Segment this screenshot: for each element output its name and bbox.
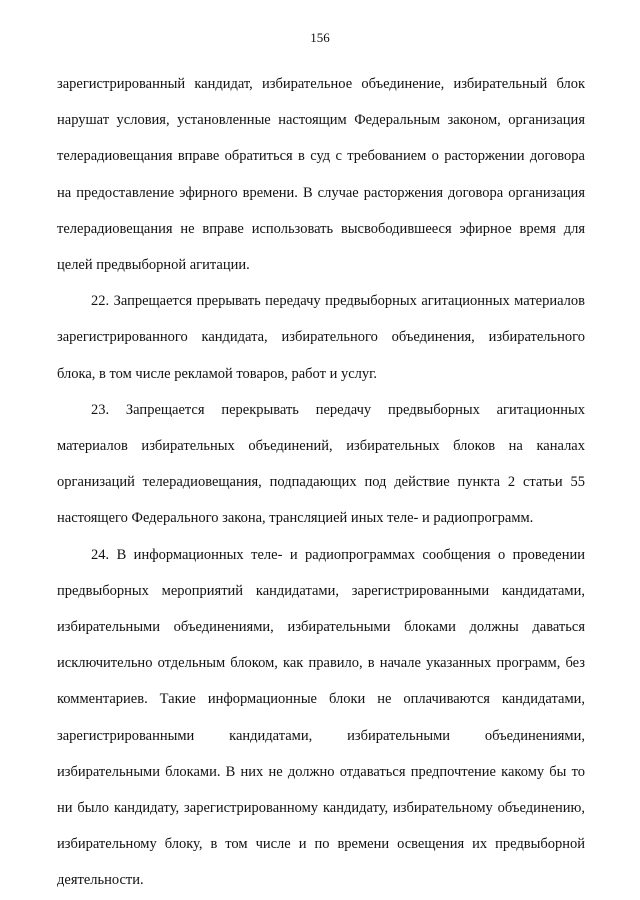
- page-number: 156: [310, 30, 330, 45]
- paragraph-item-23: 23. Запрещается перекрывать передачу предвыборных агитационных материалов избирательных объединений, избирательных блоков на каналах организаций телерадиовещания, подпадающих под действие пункта 2 статьи 55 настоящего Федерального закона, трансляцией иных теле- и радиопрограмм.: [57, 401, 585, 527]
- paragraph-continuation: зарегистрированный кандидат, избирательное объединение, избирательный блок нарушат условия, установленные настоящим Федеральным законом, организация телерадиовещания вправе обратиться в суд с требованием о расторжении договора на предоставление эфирного времени. В случае расторжения договора организация телерадиовещания не вправе использовать высвободившееся эфирное время для целей предвыборной агитации.: [57, 76, 585, 274]
- paragraph-item-24: 24. В информационных теле- и радиопрограммах сообщения о проведении предвыборных мероприятий кандидатами, зарегистрированными кандидатами, избирательными объединениями, избирательными блоками должны даваться исключительно отдельным блоком, как правило, в начале указанных программ, без комментариев. Такие информационные блоки не оплачиваются кандидатами, зарегистрированными кандидатами, избирательными объединениями, избирательными блоками. В них не должно отдаваться предпочтение какому бы то ни было кандидату, зарегистрированному кандидату, избирательному объединению, избирательному блоку, в том числе и по времени освещения их предвыборной деятельности.: [57, 546, 585, 889]
- document-body: [57, 66, 585, 899]
- paragraph-item-22: 22. Запрещается прерывать передачу предвыборных агитационных материалов зарегистрированного кандидата, избирательного объединения, избирательного блока, в том числе рекламой товаров, работ и услуг.: [57, 293, 585, 382]
